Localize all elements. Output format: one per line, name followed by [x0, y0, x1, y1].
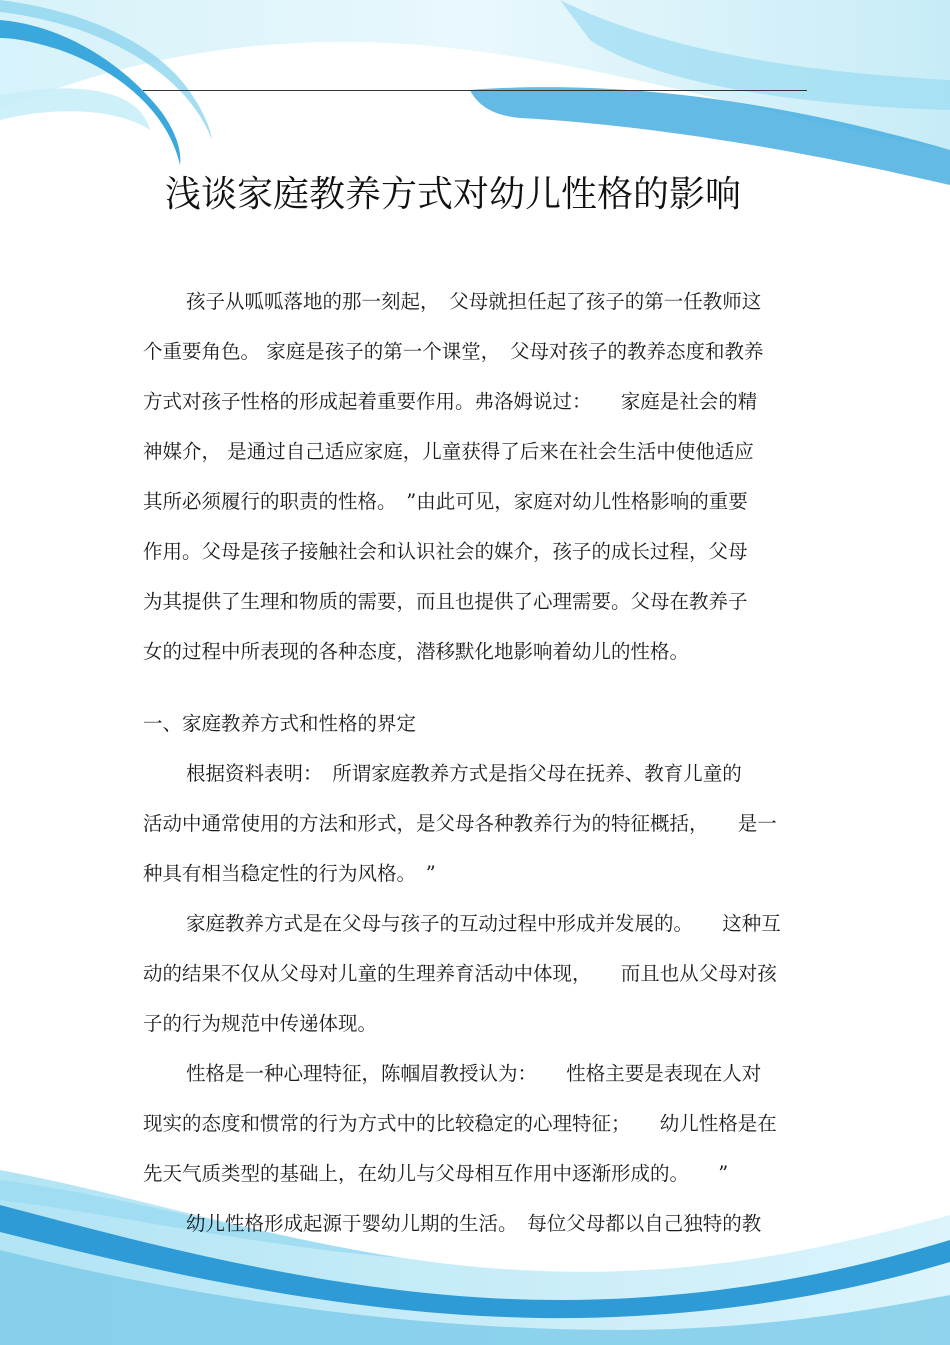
document-body [143, 277, 808, 1249]
body-line: 女的过程中所表现的各种态度，潜移默化地影响着幼儿的性格。 [143, 640, 690, 663]
body-line: 孩子从呱呱落地的那一刻起， 父母就担任起了孩子的第一任教师这 [186, 290, 762, 313]
top-wave-decoration [0, 0, 950, 185]
body-line: 为其提供了生理和物质的需要，而且也提供了心理需要。父母在教养子 [143, 590, 748, 613]
body-line: 性格是一种心理特征，陈帼眉教授认为： 性格主要是表现在人对 [186, 1062, 762, 1085]
body-line: 作用。父母是孩子接触社会和认识社会的媒介，孩子的成长过程，父母 [143, 540, 748, 563]
body-line: 动的结果不仅从父母对儿童的生理养育活动中体现， 而且也从父母对孩 [143, 962, 777, 985]
header-rule [143, 90, 807, 91]
body-line: 现实的态度和惯常的行为方式中的比较稳定的心理特征； 幼儿性格是在 [143, 1112, 777, 1135]
body-line: 神媒介， 是通过自己适应家庭，儿童获得了后来在社会生活中使他适应 [143, 440, 754, 463]
body-line: 根据资料表明： 所谓家庭教养方式是指父母在抚养、教育儿童的 [186, 762, 742, 785]
body-line: 个重要角色。 家庭是孩子的第一个课堂， 父母对孩子的教养态度和教养 [143, 340, 764, 363]
body-line: 先天气质类型的基础上，在幼儿与父母相互作用中逐渐形成的。 ” [143, 1162, 729, 1185]
body-line: 其所必须履行的职责的性格。 ”由此可见，家庭对幼儿性格影响的重要 [143, 490, 748, 513]
body-line: 方式对孩子性格的形成起着重要作用。弗洛姆说过： 家庭是社会的精 [143, 390, 758, 413]
section-heading: 一、家庭教养方式和性格的界定 [143, 712, 417, 735]
body-line: 幼儿性格形成起源于婴幼儿期的生活。 每位父母都以自己独特的教 [186, 1212, 762, 1235]
document-title: 浅谈家庭教养方式对幼儿性格的影响 [164, 174, 741, 215]
body-line: 家庭教养方式是在父母与孩子的互动过程中形成并发展的。 这种互 [186, 912, 781, 935]
body-line: 活动中通常使用的方法和形式，是父母各种教养行为的特征概括， 是一 [143, 812, 777, 835]
body-line: 子的行为规范中传递体现。 [143, 1012, 378, 1035]
body-line: 种具有相当稳定性的行为风格。 ” [143, 862, 436, 885]
